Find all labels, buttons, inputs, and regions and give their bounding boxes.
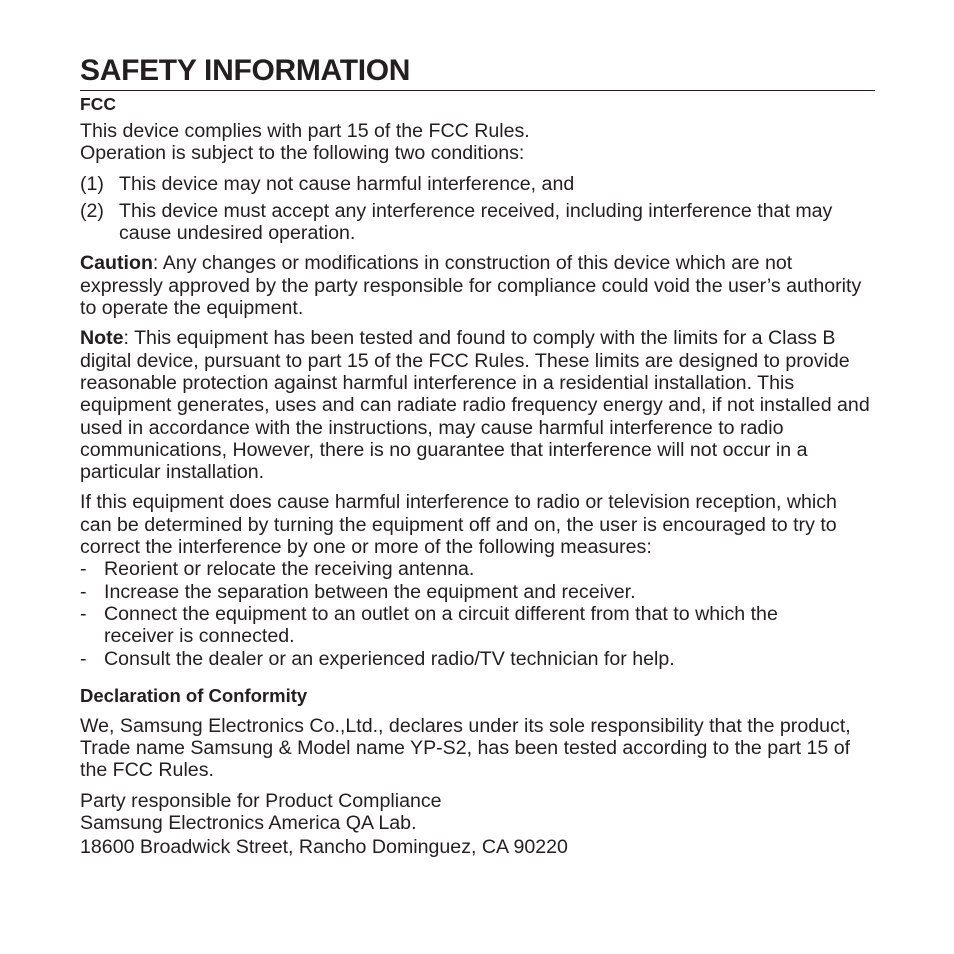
conditions-list — [80, 173, 880, 245]
document-body — [80, 93, 880, 859]
list-item-dash: - — [80, 558, 87, 581]
list-item — [80, 200, 880, 245]
list-item-text: Consult the dealer or an experienced radio/TV technician for help. — [104, 647, 675, 670]
fcc-heading: FCC — [80, 94, 116, 114]
party-line2: Samsung Electronics America QA Lab. — [80, 812, 417, 835]
list-item-number: (1) — [80, 172, 104, 195]
note-label: Note — [80, 327, 124, 350]
list-item — [80, 648, 880, 670]
declaration-text: We, Samsung Electronics Co.,Ltd., declares under its sole responsibility that the product, Trade name Samsung & Model name YP-S2, has been tested according to the part 15 of the FCC Rules. — [80, 714, 851, 782]
fcc-intro-line1: This device complies with part 15 of the FCC Rules. — [80, 120, 530, 142]
list-item-text: This device must accept any interference received, including interference that may cause undesired operation. — [119, 199, 833, 245]
list-item-text: This device may not cause harmful interference, and — [119, 172, 575, 195]
caution-paragraph — [80, 252, 870, 319]
list-item — [80, 558, 880, 580]
page-title: SAFETY INFORMATION — [80, 54, 411, 87]
list-item-text: Increase the separation between the equipment and receiver. — [104, 580, 636, 603]
note-text: : This equipment has been tested and found to comply with the limits for a Class B digital device, pursuant to part 15 of the FCC Rules. These limits are designed to provide reasonable protection against harmful interference in a residential installation. This equipment generates, uses and can radiate radio frequency energy and, if not installed and used in accordance with the instructions, may cause harmful interference to radio communications, However, there is no guarantee that interference will not occur in a particular installation. — [80, 327, 870, 484]
declaration-heading: Declaration of Conformity — [80, 684, 308, 706]
list-item-dash: - — [80, 647, 87, 670]
list-item-number: (2) — [80, 199, 104, 222]
list-item-dash: - — [80, 602, 87, 625]
party-line1: Party responsible for Product Compliance — [80, 789, 442, 812]
list-item — [80, 603, 880, 648]
note-paragraph — [80, 327, 880, 483]
fcc-intro-line2: Operation is subject to the following two conditions: — [80, 142, 525, 165]
caution-label: Caution — [80, 252, 153, 275]
caution-text: : Any changes or modifications in construction of this device which are not expressly approved by the party responsible for compliance could void the user’s authority to operate the equipment. — [80, 252, 862, 320]
list-item-text: Reorient or relocate the receiving antenna. — [104, 558, 475, 581]
list-item-dash: - — [80, 580, 87, 603]
measures-list — [80, 558, 880, 669]
address: 18600 Broadwick Street, Rancho Dominguez, CA 90220 — [80, 836, 568, 859]
list-item — [80, 581, 880, 603]
list-item-text: Connect the equipment to an outlet on a circuit different from that to which the receiver is connected. — [104, 602, 778, 648]
measures-intro: If this equipment does cause harmful interference to radio or television reception, which can be determined by turning the equipment off and on, the user is encouraged to try to correct the interference by one or more of the following measures: — [80, 491, 837, 559]
list-item — [80, 173, 880, 195]
title-divider — [80, 90, 875, 91]
